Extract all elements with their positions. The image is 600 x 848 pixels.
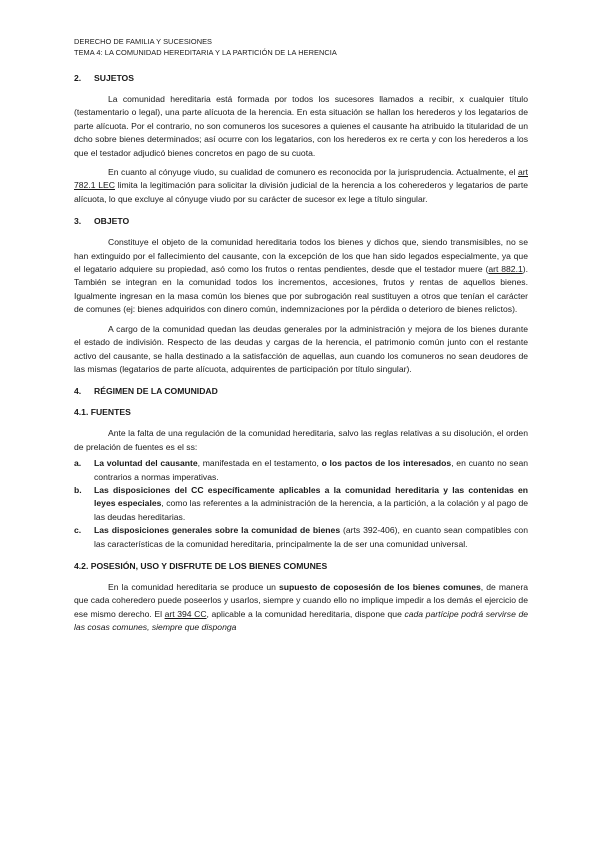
paragraph-objeto-2: A cargo de la comunidad quedan las deudas generales por la administración y mejora de los bienes durante el estado de indivisión. Respecto de las deudas y cargas de la herencia, el patrimonio común junto con el restante activo del causante, se halla destinado a la satisfacción de aquellas, aun cuando los comuneros no sean deudores de las mismas (legatarios de parte alícuota, adquirentes de participación por título singular). [74,323,528,374]
document-page [74,36,528,635]
subsection-heading-fuentes: 4.1. FUENTES [74,407,131,418]
header-topic: TEMA 4: LA COMUNIDAD HEREDITARIA Y LA PARTICIÓN DE LA HERENCIA [74,48,337,57]
paragraph-sujetos-2: En cuanto al cónyuge viudo, su cualidad de comunero es reconocida por la jurisprudencia. Actualmente, el art 782.1 LEC limita la legitimación para solicitar la división judicial de la herencia a los coherederos y legatarios de parte alícuota, lo que excluye al cónyuge viudo por su carácter de sucesor ex lege a título singular. [74,167,528,204]
link-art-394-cc[interactable]: art 394 CC [164,608,207,619]
paragraph-posesion: En la comunidad hereditaria se produce un supuesto de coposesión de los bienes comunes, de manera que cada coheredero puede poseerlos y usarlos, siempre y cuando ello no implique impedir a los demás el ejercicio de ese mismo derecho. El art 394 CC, aplicable a la comunidad hereditaria, dispone que cada partícipe podrá servirse de las cosas comunes, siempre que disponga [74,581,528,633]
list-item: c. Las disposiciones generales sobre la comunidad de bienes (arts 392-406), en cuanto sean compatibles con las características de la comunidad hereditaria, principalmente la de ser una comunidad universal. [74,525,528,549]
fuentes-list [74,457,528,551]
list-item: a. La voluntad del causante, manifestada en el testamento, o los pactos de los interesados, en cuanto no sean contrarios a normas imperativas. [74,458,528,482]
paragraph-fuentes-intro: Ante la falta de una regulación de la comunidad hereditaria, salvo las reglas relativas a su disolución, el orden de prelación de fuentes es el ss: [74,428,528,452]
running-header [74,36,528,58]
section-heading-sujetos: 2. SUJETOS [74,73,134,83]
link-art-782-lec[interactable]: art 782.1 LEC [74,167,528,191]
list-item: b. Las disposiciones del CC específicamente aplicables a la comunidad hereditaria y las contenidas en leyes especiales, como las referentes a la administración de la herencia, a la partición, a la colación y al pago de las deudas hereditarias. [74,484,529,522]
subsection-heading-posesion: 4.2. POSESIÓN, USO Y DISFRUTE DE LOS BIENES COMUNES [74,560,328,571]
header-course: DERECHO DE FAMILIA Y SUCESIONES [74,37,213,46]
paragraph-objeto-1: Constituye el objeto de la comunidad hereditaria todos los bienes y dichos que, siendo transmisibles, no se han extinguido por el fallecimiento del causante, con la excepción de los que han sido legados especialmente, ya que el legatario adquiere su propiedad, asó como los frutos o rentas pendientes, desde que el testador muere (art 882.1). También se integran en la comunidad todos los incrementos, accesiones, frutos y rentas de aquellos bienes. Igualmente ingresan en la masa común los bienes que por subrogación real sustituyen a otros que tenían el carácter de comunes (ej: bienes adquiridos con dinero común, indemnizaciones por la pérdida o deterioro de bienes relictos). [74,237,529,315]
link-art-882[interactable]: art 882.1 [488,264,523,275]
paragraph-sujetos-1: La comunidad hereditaria está formada por todos los sucesores llamados a recibir, x cualquier título (testamentario o legal), una parte alícuota de la herencia. En esta situación se hallan los herederos y los legatarios de parte alícuota. Por el contrario, no son comuneros los sucesores a quienes el causante ha atribuido la titularidad de un dcho sobre bienes determinados; así ocurre con los legatarios, con los herederos ex re certa y con los herederos a los que el testador adjudicó bienes concretos en pago de su cuota. [74,94,528,158]
section-heading-regimen: 4. RÉGIMEN DE LA COMUNIDAD [74,386,218,397]
section-heading-objeto: 3. OBJETO [74,216,130,227]
